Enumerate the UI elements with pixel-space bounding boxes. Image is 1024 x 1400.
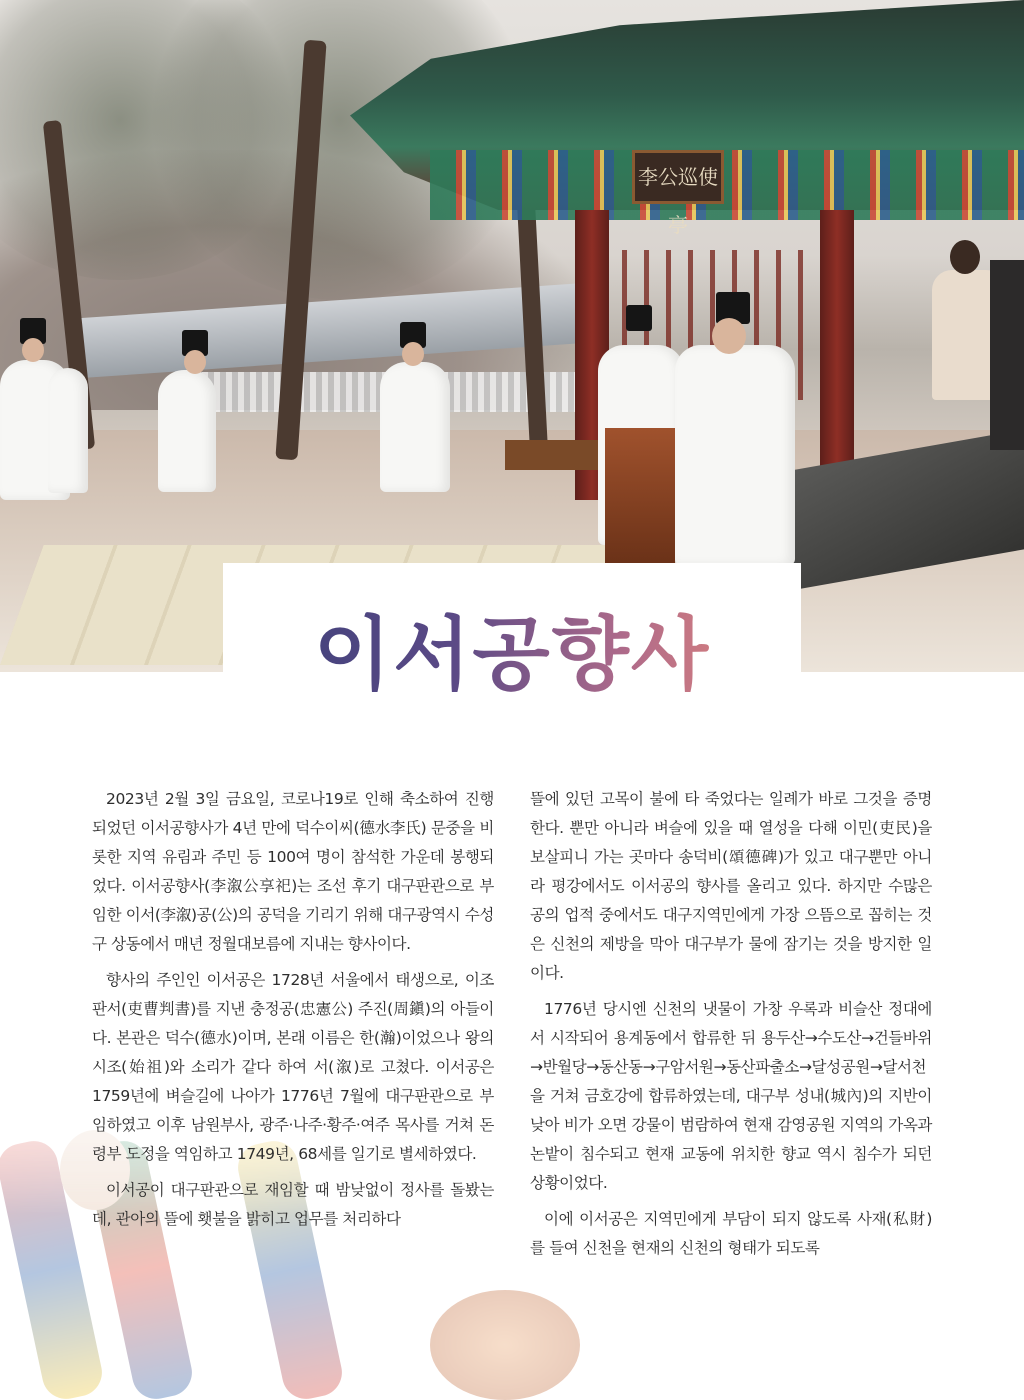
pavilion-pillar xyxy=(820,210,854,470)
person-robe xyxy=(380,362,450,492)
person-robe xyxy=(675,345,795,565)
spectator-head xyxy=(950,240,980,274)
body-paragraph: 향사의 주인인 이서공은 1728년 서울에서 태생으로, 이조판서(吏曹判書)를 지낸 충정공(忠憲公) 주진(周鎭)의 아들이다. 본관은 덕수(德水)이며, 본래 이름은 한(瀚)이었으나 왕의 시조(始祖)와 소리가 같다 하여 서(溆)로 고쳤다. 이서공은 1759년에 벼슬길에 나아가 1776년 7월에 대구판관으로 부임하였고 이후 남원부사, 광주·나주·황주·여주 목사를 거쳐 돈령부 도정을 역임하고 1749년, 68세를 일기로 별세하였다. xyxy=(92,971,494,1163)
faded-drum xyxy=(430,1290,580,1400)
body-paragraph: 2023년 2월 3일 금요일, 코로나19로 인해 축소하여 진행되었던 이서공향사가 4년 만에 덕수이씨(德水李氏) 문중을 비롯한 지역 유림과 주민 등 100여 명이 참석한 가운데 봉행되었다. 이서공향사(李溆公享祀)는 조선 후기 대구판관으로 부임한 이서(李溆)공(公)의 공덕을 기리기 위해 대구광역시 수성구 상동에서 매년 정월대보름에 지내는 향사이다. xyxy=(92,790,494,953)
body-paragraph: 뜰에 있던 고목이 불에 타 죽었다는 일례가 바로 그것을 증명한다. 뿐만 아니라 벼슬에 있을 때 열성을 다해 이민(吏民)을 보살피니 가는 곳마다 송덕비(頌德碑)가 있고 대구뿐만 아니라 평강에서도 이서공의 향사를 올리고 있다. 하지만 수많은 공의 업적 중에서도 대구지역민에게 가장 으뜸으로 꼽히는 것은 신천의 제방을 막아 대구부가 물에 잠기는 것을 방지한 일이다. xyxy=(530,790,932,982)
body-paragraph: 이에 이서공은 지역민에게 부담이 되지 않도록 사재(私財)를 들여 신천을 현재의 신천의 형태가 되도록 xyxy=(530,1210,932,1257)
body-paragraph: 이서공이 대구판관으로 재임할 때 밤낮없이 정사를 돌봤는데, 관아의 뜰에 횃불을 밝히고 업무를 처리하다 xyxy=(92,1181,494,1228)
podium xyxy=(605,428,675,563)
person-head xyxy=(184,350,206,374)
person-robe xyxy=(158,370,216,492)
pavilion-dancheong xyxy=(430,150,1024,220)
person-head xyxy=(402,342,424,366)
page-title: 이서공향사 xyxy=(223,600,801,710)
body-column-right xyxy=(530,785,932,1270)
pavilion-plaque: 李公巡使亭 xyxy=(632,150,724,204)
person-hat xyxy=(626,305,652,331)
body-column-left xyxy=(92,785,494,1241)
offering-table xyxy=(505,440,605,470)
person-head xyxy=(22,338,44,362)
spectator-dark-coat xyxy=(990,260,1024,450)
person-robe xyxy=(48,368,88,493)
person-head xyxy=(712,318,746,354)
body-paragraph: 1776년 당시엔 신천의 냇물이 가창 우록과 비슬산 정대에서 시작되어 용계동에서 합류한 뒤 용두산→수도산→건들바위→반월당→동산동→구암서원→동산파출소→달성공원→달서천을 거쳐 금호강에 합류하였는데, 대구부 성내(城內)의 지반이 낮아 비가 오면 강물이 범람하여 현재 감영공원 지역의 가옥과 논밭이 침수되고 현재 교동에 위치한 향교 역시 침수가 되던 상황이었다. xyxy=(530,1000,932,1192)
